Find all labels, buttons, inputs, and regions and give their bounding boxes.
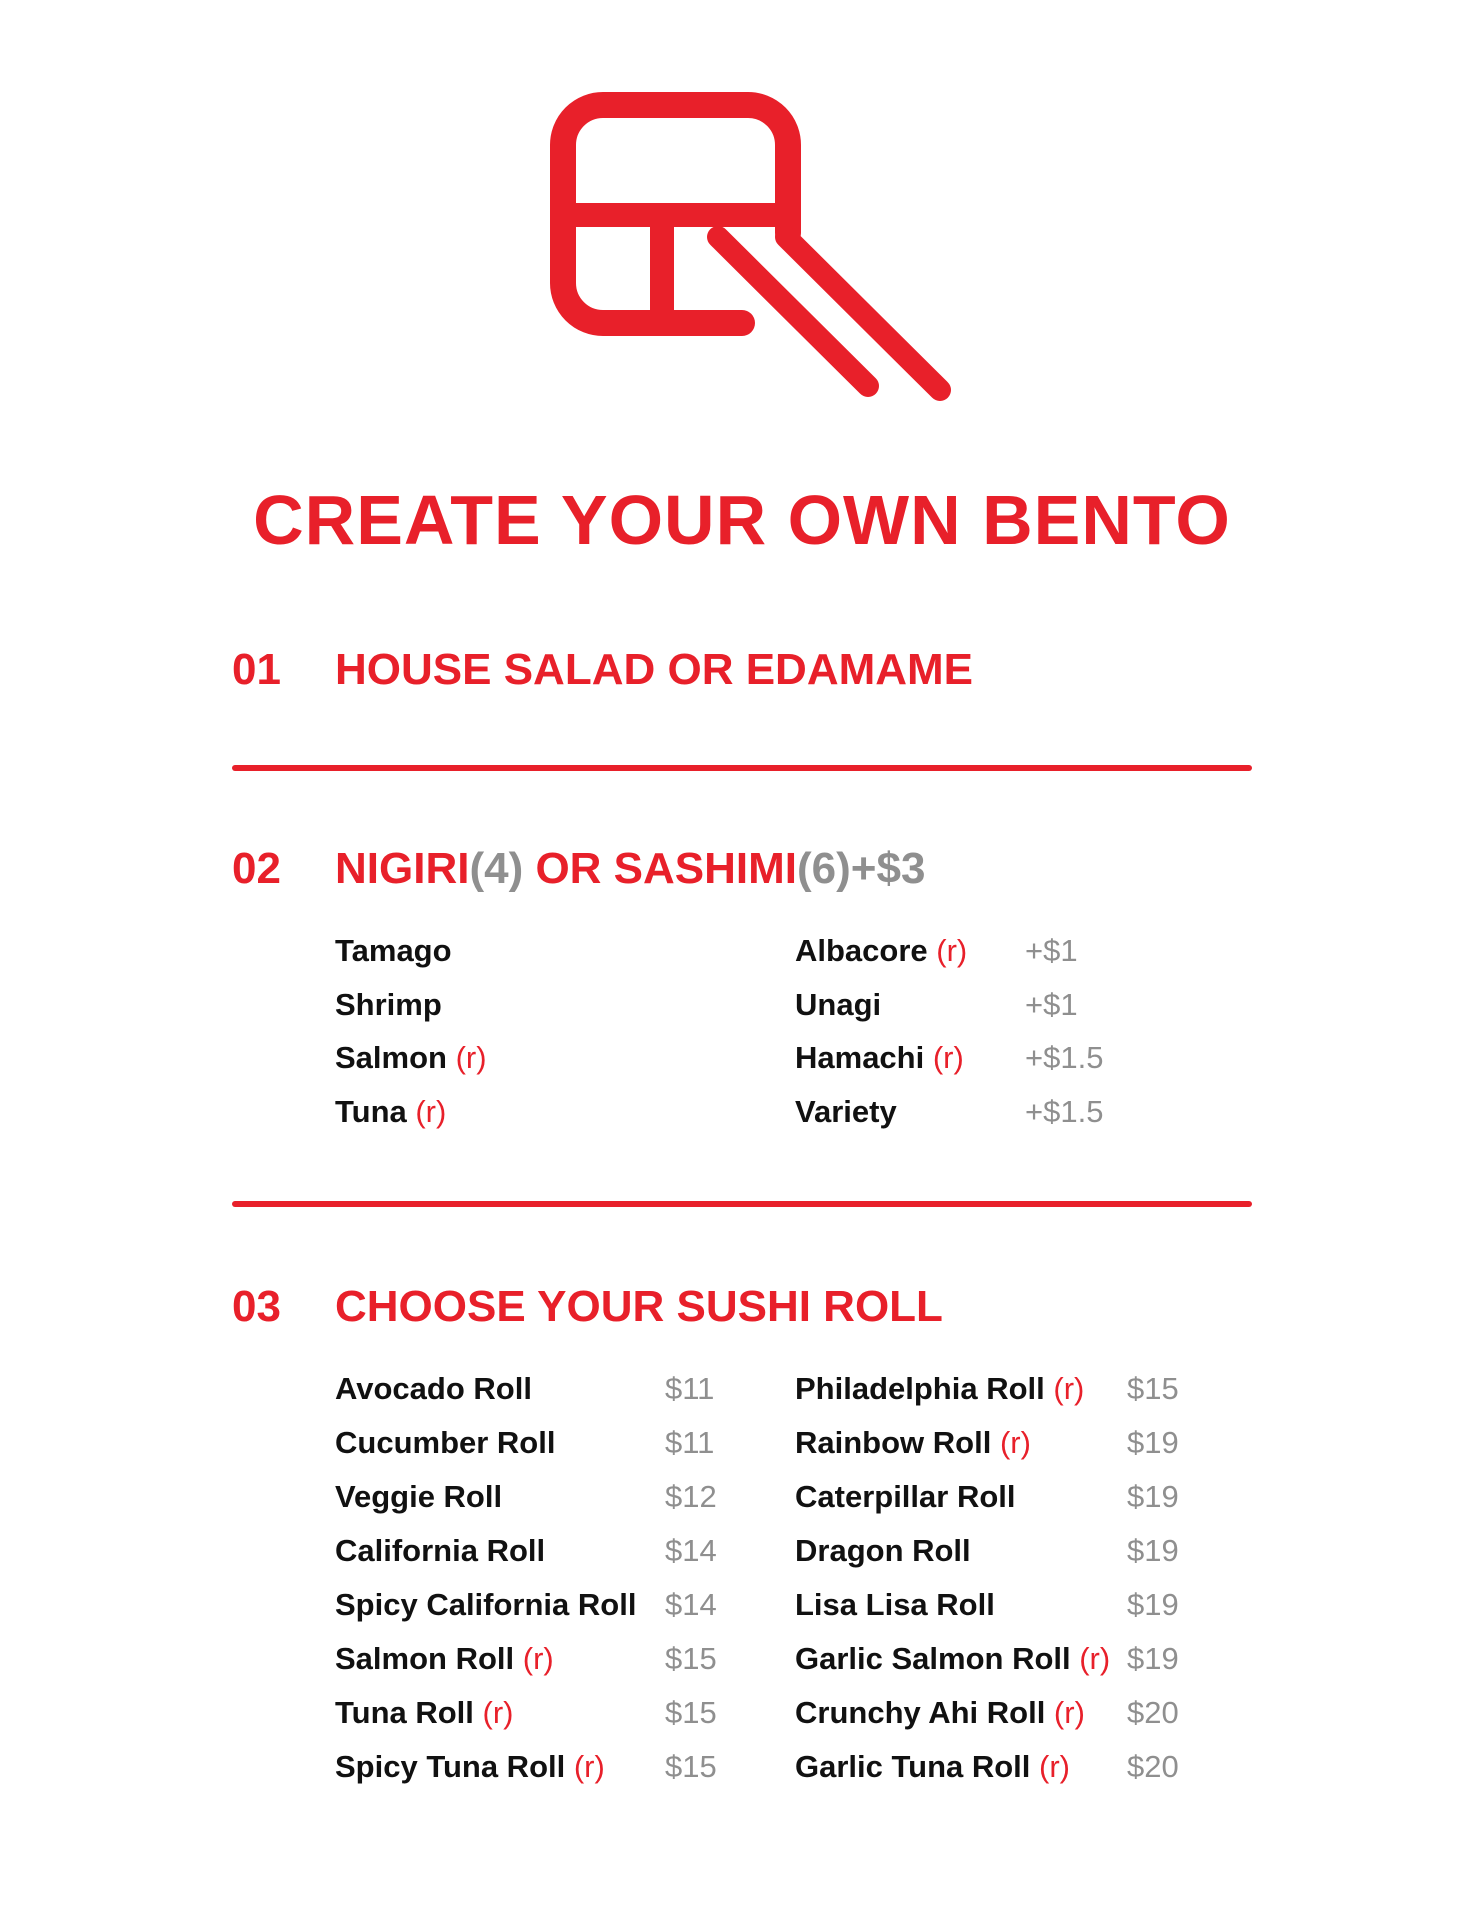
menu-item-price: $20 <box>1127 1695 1179 1730</box>
menu-item <box>335 1639 554 1679</box>
menu-item <box>335 1477 502 1517</box>
section-number: 01 <box>232 645 281 694</box>
raw-marker: (r) <box>1045 1695 1085 1730</box>
raw-marker: (r) <box>446 1040 487 1075</box>
menu-item-name: Dragon Roll <box>795 1533 971 1568</box>
menu-item-name: Albacore <box>795 933 928 968</box>
menu-item <box>795 1531 971 1571</box>
menu-item <box>795 1092 897 1132</box>
menu-item-name: Hamachi <box>795 1040 925 1075</box>
raw-marker: (r) <box>924 1040 964 1075</box>
section-02-heading <box>232 842 925 896</box>
menu-item <box>335 931 452 971</box>
raw-marker: (r) <box>927 933 968 968</box>
menu-item-price: $19 <box>1127 1587 1179 1622</box>
menu-item-name: Variety <box>795 1093 897 1129</box>
menu-item-name: Crunchy Ahi Roll <box>795 1695 1046 1730</box>
menu-item <box>335 1585 636 1625</box>
menu-item-price: +$1 <box>1025 933 1078 968</box>
menu-item <box>335 1531 545 1571</box>
section-number: 03 <box>232 1282 281 1331</box>
menu-item <box>795 1369 1084 1409</box>
menu-item <box>795 1585 995 1625</box>
section-title: HOUSE SALAD OR EDAMAME <box>335 645 974 694</box>
menu-item-name: Unagi <box>795 986 882 1022</box>
section-01-heading <box>232 643 973 697</box>
menu-item <box>335 1423 555 1463</box>
raw-marker: (r) <box>406 1093 447 1129</box>
section-divider <box>232 1201 1252 1207</box>
section-title: CHOOSE YOUR SUSHI ROLL <box>335 1282 943 1331</box>
menu-item-name: Caterpillar Roll <box>795 1479 1016 1514</box>
menu-item-price: $15 <box>1127 1371 1179 1406</box>
menu-item-price: $15 <box>665 1641 717 1676</box>
menu-item-name: Philadelphia Roll <box>795 1371 1045 1406</box>
menu-item-name: Avocado Roll <box>335 1371 532 1406</box>
menu-item <box>795 1747 1070 1787</box>
menu-item-name: Tuna <box>335 1093 407 1129</box>
menu-item-name: Garlic Tuna Roll <box>795 1749 1031 1784</box>
raw-marker: (r) <box>1070 1641 1111 1676</box>
menu-item-name: California Roll <box>335 1533 546 1568</box>
bento-chopsticks-logo-icon <box>530 90 960 410</box>
menu-item <box>795 985 881 1025</box>
menu-item <box>795 1038 964 1078</box>
menu-item-name: Veggie Roll <box>335 1479 503 1514</box>
menu-item <box>335 1038 487 1078</box>
menu-item-name: Garlic Salmon Roll <box>795 1641 1071 1676</box>
raw-marker: (r) <box>991 1425 1031 1460</box>
menu-item <box>335 1693 514 1733</box>
menu-item-name: Rainbow Roll <box>795 1425 992 1460</box>
menu-item <box>795 1423 1031 1463</box>
menu-item-name: Shrimp <box>335 986 442 1022</box>
section-03-heading <box>232 1280 943 1334</box>
menu-item-price: $19 <box>1127 1533 1179 1568</box>
raw-marker: (r) <box>1030 1749 1070 1784</box>
menu-item-name: Tuna Roll <box>335 1695 474 1730</box>
raw-marker: (r) <box>473 1695 514 1730</box>
menu-item-price: +$1.5 <box>1025 1040 1104 1075</box>
heading-part-nigiri: NIGIRI <box>335 844 470 893</box>
menu-item <box>795 1639 1110 1679</box>
menu-item-name: Cucumber Roll <box>335 1425 556 1460</box>
heading-part-sashimi: OR SASHIMI <box>523 844 798 893</box>
menu-item-name: Lisa Lisa Roll <box>795 1587 995 1622</box>
menu-item <box>335 985 442 1025</box>
menu-item-price: $15 <box>665 1695 717 1730</box>
menu-item-price: $20 <box>1127 1749 1179 1784</box>
page-title: CREATE YOUR OWN BENTO <box>253 481 1231 559</box>
raw-marker: (r) <box>565 1749 605 1784</box>
menu-item-price: $19 <box>1127 1425 1179 1460</box>
menu-item-price: $19 <box>1127 1479 1179 1514</box>
section-divider <box>232 765 1252 771</box>
menu-item-price: $19 <box>1127 1641 1179 1676</box>
menu-item-name: Salmon Roll <box>335 1641 515 1676</box>
menu-item <box>335 1092 446 1132</box>
menu-item <box>795 1477 1016 1517</box>
menu-item <box>795 1693 1085 1733</box>
menu-item-price: $12 <box>665 1479 717 1514</box>
menu-item-name: Spicy Tuna Roll <box>335 1749 566 1784</box>
menu-item-price: $15 <box>665 1749 717 1784</box>
heading-part-nigiri-count: (4) <box>469 844 524 893</box>
menu-item-name: Spicy California Roll <box>335 1587 637 1622</box>
menu-item <box>335 1747 605 1787</box>
menu-item-price: +$1 <box>1025 986 1078 1022</box>
menu-item <box>795 931 967 971</box>
menu-item-price: +$1.5 <box>1025 1093 1104 1129</box>
menu-item-price: $14 <box>665 1533 717 1568</box>
heading-part-sashimi-count: (6)+$3 <box>797 844 926 893</box>
menu-item-name: Tamago <box>335 933 452 968</box>
menu-item <box>335 1369 532 1409</box>
raw-marker: (r) <box>514 1641 554 1676</box>
section-number: 02 <box>232 844 281 893</box>
menu-item-price: $14 <box>665 1587 717 1622</box>
menu-item-price: $11 <box>665 1371 715 1406</box>
menu-item-name: Salmon <box>335 1040 447 1075</box>
menu-item-price: $11 <box>665 1425 715 1460</box>
raw-marker: (r) <box>1044 1371 1085 1406</box>
